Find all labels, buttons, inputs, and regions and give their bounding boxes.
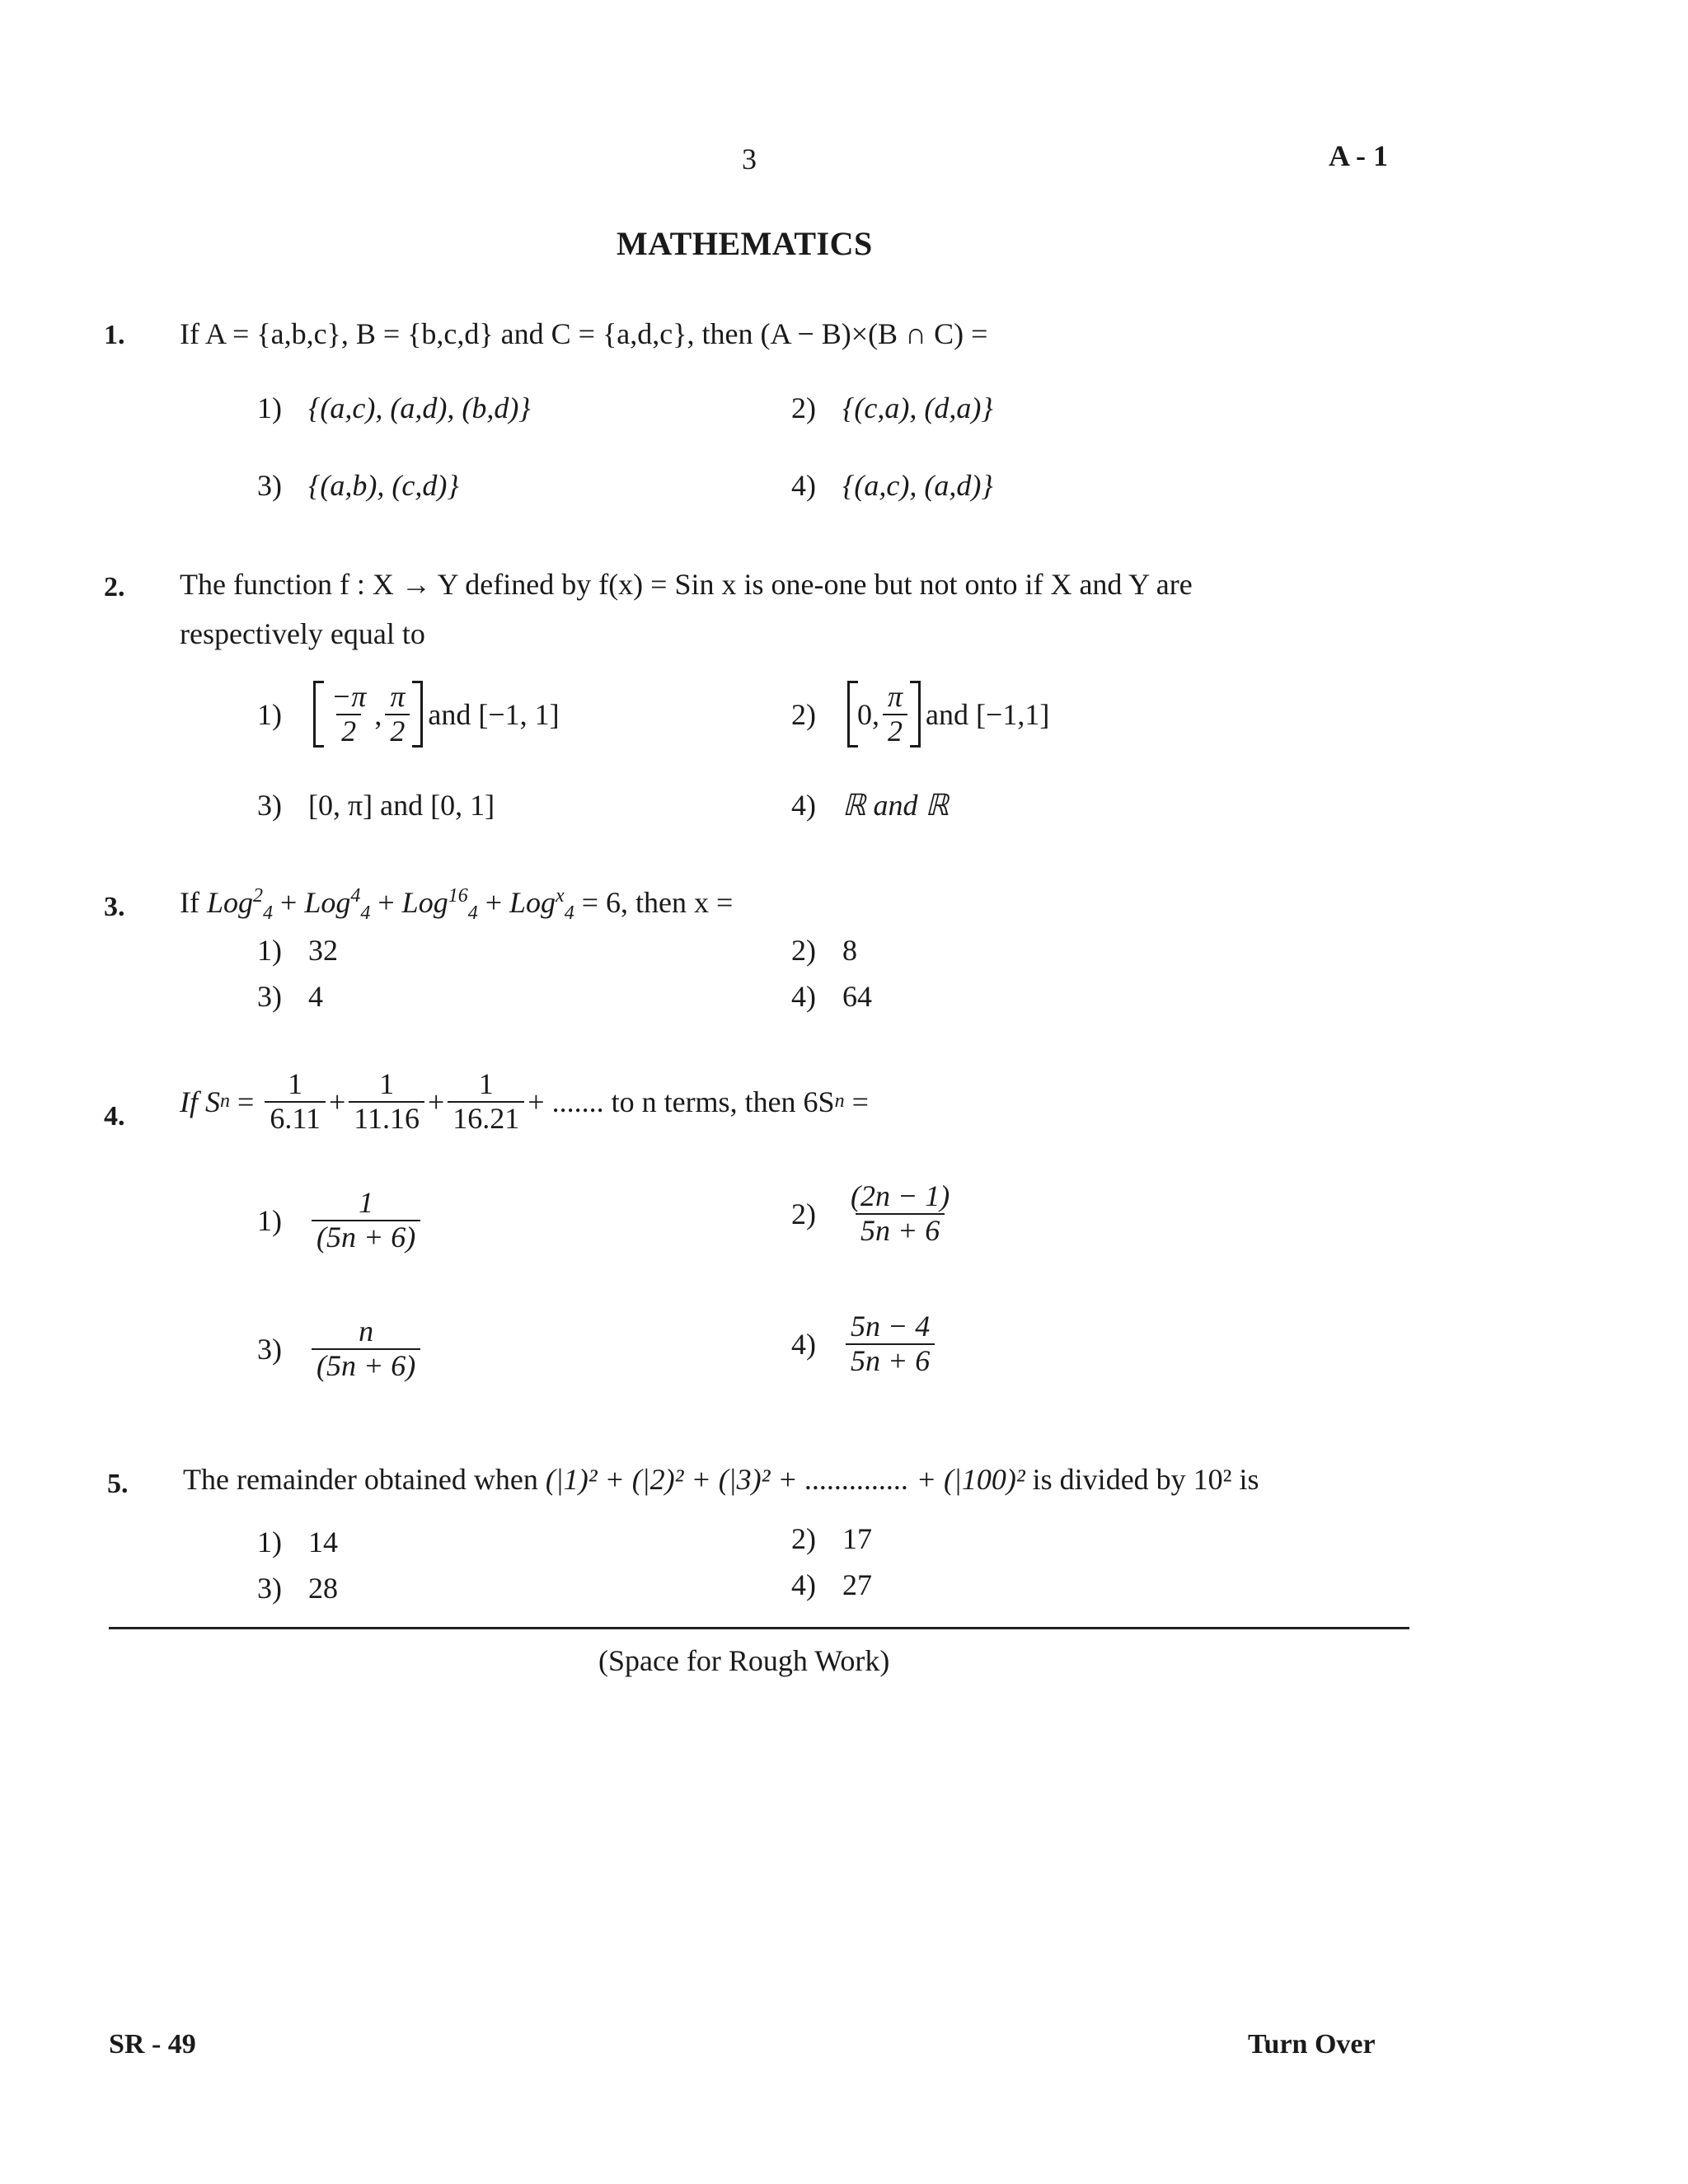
fraction-numerator: −π	[331, 680, 367, 713]
log-sup: x	[556, 885, 565, 907]
log-term: Log	[304, 886, 351, 919]
option[interactable]	[257, 933, 338, 968]
log-sub: 4	[360, 902, 371, 925]
fraction-denominator: (5n + 6)	[312, 1348, 420, 1383]
fraction-numerator: π	[888, 680, 903, 713]
option[interactable]	[791, 681, 1049, 748]
fraction-denominator: 16.21	[448, 1101, 524, 1136]
option-label: 4)	[791, 1568, 816, 1601]
question-number: 4.	[104, 1101, 125, 1132]
option-label: 3)	[257, 1332, 282, 1366]
page-number: 3	[742, 143, 757, 176]
option-label: 2)	[791, 697, 816, 731]
option-label: 3)	[257, 469, 282, 502]
option-text: 27	[842, 1568, 872, 1601]
option[interactable]	[257, 468, 459, 503]
divider-rule	[109, 1627, 1409, 1629]
option-text: {(a,b), (c,d)}	[308, 469, 459, 502]
fraction-denominator: 2	[385, 714, 410, 748]
option-label: 1)	[257, 1203, 282, 1237]
factorial-expression: (|1)² + (|2)² + (|3)² + .............. + (|100)²	[545, 1463, 1025, 1496]
option-label: 1)	[257, 697, 282, 731]
option-label: 1)	[257, 934, 282, 967]
log-sup: 16	[448, 885, 468, 907]
option[interactable]	[257, 1315, 424, 1382]
option[interactable]	[791, 1180, 958, 1247]
question-stem: If Log$^2_4$ + Log$^4_4$ + Log$^{16}_4$ + Log$^x_4$ = 6, then x =	[180, 885, 734, 925]
option-label: 1)	[257, 1526, 282, 1558]
stem-prefix: If S	[180, 1085, 220, 1118]
option-text: 28	[308, 1572, 338, 1605]
question-stem	[183, 1462, 1259, 1497]
option[interactable]	[257, 1525, 338, 1559]
option-text: {(a,c), (a,d), (b,d)}	[308, 391, 531, 424]
option-label: 4)	[791, 980, 816, 1013]
series-code: SR - 49	[109, 2029, 196, 2060]
option-label: 4)	[791, 789, 816, 822]
fraction-numerator: (2n − 1)	[851, 1179, 950, 1212]
fraction-numerator: 1	[478, 1067, 494, 1100]
interval-bracket: $\frac{-\pi}{2}$ , $\frac{\pi}{2}$	[313, 681, 423, 748]
question-number: 3.	[104, 892, 125, 922]
question-number: 1.	[104, 320, 125, 350]
log-term: Log	[401, 886, 448, 919]
fraction-denominator: 5n + 6	[856, 1213, 945, 1248]
option[interactable]	[257, 391, 531, 425]
interval-bracket	[847, 681, 921, 748]
option-label: 3)	[257, 789, 282, 822]
fraction-numerator: π	[390, 680, 406, 713]
option[interactable]	[257, 1571, 338, 1605]
option-label: 3)	[257, 980, 282, 1013]
option-tail: and [−1,1]	[926, 697, 1050, 731]
option[interactable]	[257, 1187, 424, 1254]
log-sup: 4	[350, 885, 361, 907]
option-text: 17	[842, 1522, 872, 1555]
fraction-denominator: (5n + 6)	[312, 1220, 420, 1254]
fraction-denominator: 5n + 6	[846, 1343, 935, 1378]
booklet-code: A - 1	[1329, 139, 1388, 172]
question-stem-line1: The function f : X → Y defined by f(x) = Sin x is one-one but not onto if X and Y are	[180, 568, 1193, 601]
option[interactable]	[791, 788, 949, 823]
fraction-denominator: 2	[883, 714, 907, 748]
fraction-denominator: 2	[336, 714, 361, 748]
option-label: 2)	[791, 391, 816, 424]
option[interactable]	[257, 979, 323, 1014]
fraction-numerator: n	[359, 1315, 374, 1347]
option-text: {(a,c), (a,d)}	[842, 469, 993, 502]
option-label: 2)	[791, 1522, 816, 1555]
option-text: [0, π] and [0, 1]	[308, 789, 495, 822]
option[interactable]	[257, 681, 560, 748]
stem-suffix: = 6, then x =	[581, 886, 734, 919]
interval-lead: 0,	[857, 697, 879, 731]
option-text: 14	[308, 1526, 338, 1558]
log-sub: 4	[564, 902, 574, 925]
fraction-numerator: 1	[379, 1067, 395, 1100]
option[interactable]	[791, 1521, 872, 1556]
stem-suffix: + ....... to n terms, then 6S	[528, 1085, 835, 1118]
stem-prefix: If	[180, 886, 199, 919]
question-number: 2.	[104, 572, 125, 602]
option-text: 32	[308, 934, 338, 967]
option[interactable]	[791, 391, 993, 425]
option-label: 4)	[791, 469, 816, 502]
option-text: {(c,a), (d,a)}	[842, 391, 993, 424]
stem-prefix: The remainder obtained when	[183, 1463, 538, 1496]
option-tail: and [−1, 1]	[428, 697, 560, 731]
fraction-numerator: 5n − 4	[851, 1310, 931, 1343]
option-label: 2)	[791, 934, 816, 967]
question-stem: If A = {a,b,c}, B = {b,c,d} and C = {a,d,c}, then (A − B)×(B ∩ C) =	[180, 317, 988, 350]
turn-over-label: Turn Over	[1248, 2029, 1376, 2060]
option-text: 4	[308, 980, 323, 1013]
option[interactable]	[791, 933, 857, 968]
log-sub: 4	[263, 902, 274, 925]
log-sub: 4	[467, 902, 478, 925]
option[interactable]	[791, 468, 993, 503]
log-term: Log	[509, 886, 556, 919]
option-label: 4)	[791, 1327, 816, 1361]
option[interactable]	[791, 979, 872, 1014]
fraction-denominator: 11.16	[349, 1101, 424, 1136]
option-text: ℝ and ℝ	[842, 789, 950, 822]
option-text: 8	[842, 934, 857, 967]
option-text: 64	[842, 980, 872, 1013]
option[interactable]	[791, 1310, 938, 1377]
stem-sub: n	[220, 1090, 230, 1113]
rough-work-label: (Space for Rough Work)	[598, 1644, 890, 1677]
stem-suffix-sub: n	[834, 1090, 845, 1113]
page-title: MATHEMATICS	[617, 225, 873, 262]
stem-suffix: is divided by 10² is	[1032, 1463, 1259, 1496]
question-stem-line2: respectively equal to	[180, 617, 425, 650]
option-label: 2)	[791, 1197, 816, 1230]
option-label: 1)	[257, 391, 282, 424]
option[interactable]	[257, 788, 495, 823]
option[interactable]	[791, 1568, 872, 1602]
fraction-numerator: 1	[359, 1186, 374, 1219]
question-stem: If S n = $\frac{1}{6.11}$ + $\frac{1}{11.16}$ + $\frac{1}{16.21}$ + ....... to n terms, then 6S n =	[180, 1067, 869, 1135]
question-number: 5.	[107, 1469, 129, 1499]
log-term: Log	[206, 886, 254, 919]
fraction-denominator: 6.11	[265, 1101, 326, 1136]
stem-end: =	[851, 1085, 869, 1118]
option-label: 3)	[257, 1572, 282, 1605]
log-sup: 2	[253, 885, 264, 907]
fraction-numerator: 1	[288, 1067, 303, 1100]
